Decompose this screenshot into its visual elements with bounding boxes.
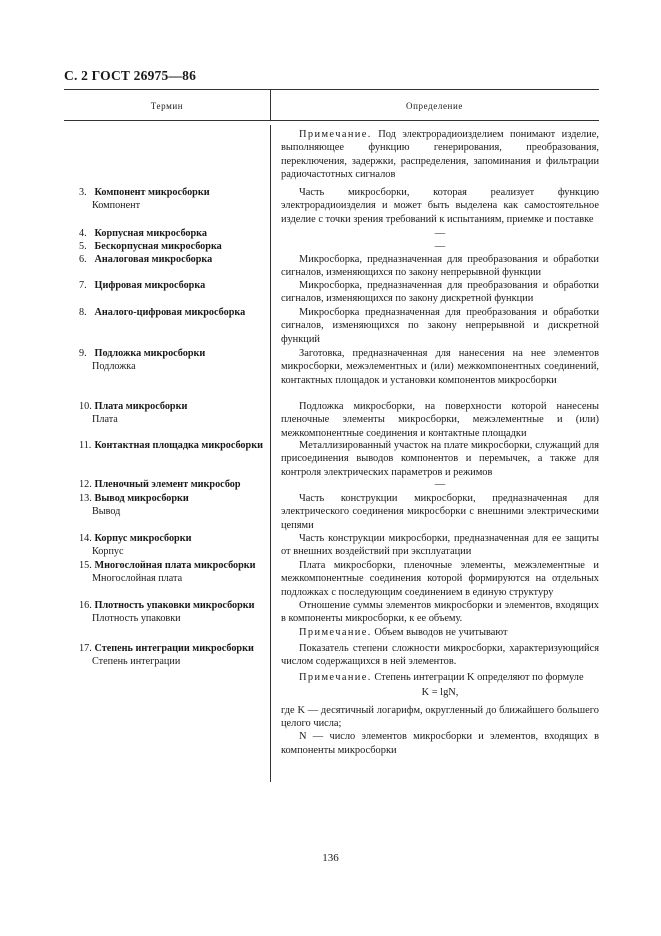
term-7 <box>79 279 274 292</box>
term-11 <box>79 439 274 452</box>
term-number: 6. <box>79 254 87 265</box>
term-17 <box>79 642 274 668</box>
definition-15: Плата микросборки, пленочные элементы, межэлементные и межкомпонентные соединения которой формируются на отдельных подложках с последующим соединением в единую структуру <box>281 560 599 598</box>
note-text: Объем выводов не учитывают <box>374 626 508 638</box>
term-number: 3. <box>79 187 87 198</box>
term-8 <box>79 306 274 319</box>
definition-4: — <box>434 228 446 239</box>
term-short: Вывод <box>92 506 121 517</box>
term-number: 8. <box>79 307 87 318</box>
note-label: Примечание. <box>299 626 372 638</box>
term-name: Компонент микросборки <box>94 187 210 198</box>
term-short: Степень интеграции <box>92 656 181 667</box>
term-name: Вывод микросборки <box>94 493 189 504</box>
term-16 <box>79 599 274 625</box>
term-13 <box>79 492 274 518</box>
term-number: 15. <box>79 560 92 571</box>
term-10 <box>79 400 274 426</box>
term-15 <box>79 559 274 585</box>
term-number: 10. <box>79 401 92 412</box>
definition-14: Часть конструкции микросборки, предназначенная для ее защиты от внешних воздействий при эксплуатации <box>281 533 599 558</box>
term-number: 9. <box>79 348 87 359</box>
term-short: Плата <box>92 414 118 425</box>
note-text: Степень интеграции K определяют по формуле <box>374 671 584 683</box>
definition-9: Заготовка, предназначенная для нанесения на нее элементов микросборки, межэлементных и (или) межкомпонентных соединений, контактных площадок и установки компонентов микросборки <box>281 348 599 386</box>
formula: K = lgN, <box>421 687 459 699</box>
term-name: Пленочный элемент микросбор <box>94 479 241 490</box>
table-column-divider <box>270 125 271 782</box>
definition-6: Микросборка, предназначенная для преобразования и обработки сигналов, изменяющихся по закону непрерывной функции <box>281 254 599 279</box>
term-name: Корпус микросборки <box>94 533 192 544</box>
definition-17: Показатель степени сложности микросборки, характеризующийся числом содержащихся в ней элементов. Примечание. Степень интеграции K определяют по формуле K = lgN, где K — десятичный логарифм, округленный до ближайшего большего целого числа; N — число элементов микросборки и элементов, входящих в компоненты микросборки <box>281 643 599 756</box>
note-label: Примечание. <box>299 129 372 140</box>
term-name: Бескорпусная микросборка <box>94 241 222 252</box>
definition-3: Часть микросборки, которая реализует функцию электрорадиоизделия и может быть выделена как самостоятельное изделие с точки зрения требований к испытаниям, приемке и поставке <box>281 187 599 225</box>
term-short: Корпус <box>92 546 124 557</box>
term-short: Плотность упаковки <box>92 613 181 624</box>
term-name: Аналого-цифровая микросборка <box>94 307 246 318</box>
term-short: Многослойная плата <box>92 573 183 584</box>
term-number: 16. <box>79 600 92 611</box>
term-12 <box>79 478 274 491</box>
definition-13: Часть конструкции микросборки, предназначенная для электрического соединения микросборки с внешними электрическими цепями <box>281 493 599 531</box>
term-3 <box>79 186 274 212</box>
term-number: 11. <box>79 440 92 451</box>
term-short: Подложка <box>92 361 136 372</box>
term-6 <box>79 253 274 266</box>
term-14 <box>79 532 274 558</box>
term-number: 13. <box>79 493 92 504</box>
table-header-rule <box>64 120 599 121</box>
table-top-rule <box>64 89 599 90</box>
term-name: Степень интеграции микросборки <box>94 643 254 654</box>
note-label: Примечание. <box>299 671 372 683</box>
column-header-term: Термин <box>150 101 184 111</box>
term-number: 14. <box>79 533 92 544</box>
term-number: 7. <box>79 280 87 291</box>
definition-12: — <box>434 479 446 490</box>
term-name: Плата микросборки <box>94 401 188 412</box>
column-header-definition: Определение <box>406 101 463 111</box>
definition-8: Микросборка предназначенная для преобразования и обработки сигналов, изменяющихся по закону непрерывной и дискретной функций <box>281 307 599 345</box>
formula-where-k: где K — десятичный логарифм, округленный до ближайшего большего целого числа; <box>281 704 599 730</box>
term-number: 12. <box>79 479 92 490</box>
term-number: 4. <box>79 228 87 239</box>
page-number: 136 <box>322 852 339 864</box>
term-name: Плотность упаковки микросборки <box>94 600 255 611</box>
definition-5: — <box>434 241 446 252</box>
term-name: Многослойная плата микросборки <box>94 560 256 571</box>
definition-16: Отношение суммы элементов микросборки и элементов, входящих в компоненты микросборки, к ее объему. Примечание. Объем выводов не учитывают <box>281 600 599 638</box>
term-name: Аналоговая микросборка <box>94 254 213 265</box>
term-name: Контактная площадка микросборки <box>94 440 263 451</box>
table-header-divider <box>270 89 271 120</box>
term-5 <box>79 240 274 253</box>
page-header: С. 2 ГОСТ 26975—86 <box>64 68 197 83</box>
note-text: Под электрорадиоизделием понимают изделие, выполняющее функцию генерирования, преобразования, переключения, задержки, распределения, запоминания и фильтрации радиочастотных сигналов <box>281 129 599 181</box>
term-9 <box>79 347 274 373</box>
term-number: 17. <box>79 643 92 654</box>
term-name: Подложка микросборки <box>94 348 206 359</box>
term-4 <box>79 227 274 240</box>
term-number: 5. <box>79 241 87 252</box>
definition-7: Микросборка, предназначенная для преобразования и обработки сигналов, изменяющихся по закону дискретной функции <box>281 280 599 305</box>
term-name: Корпусная микросборка <box>94 228 207 239</box>
definition-11: Металлизированный участок на плате микросборки, служащий для присоединения выводов компонентов и перемычек, а также для контроля электрических параметров и режимов <box>281 440 599 478</box>
formula-where-n: N — число элементов микросборки и элементов, входящих в компоненты микросборки <box>281 731 599 756</box>
definition-10: Подложка микросборки, на поверхности которой нанесены пленочные элементы микросборки, межэлементные и (или) межкомпонентные соединения и контактные площадки <box>281 401 599 439</box>
intro-note <box>281 128 599 182</box>
term-name: Цифровая микросборка <box>94 280 206 291</box>
term-short: Компонент <box>92 200 141 211</box>
